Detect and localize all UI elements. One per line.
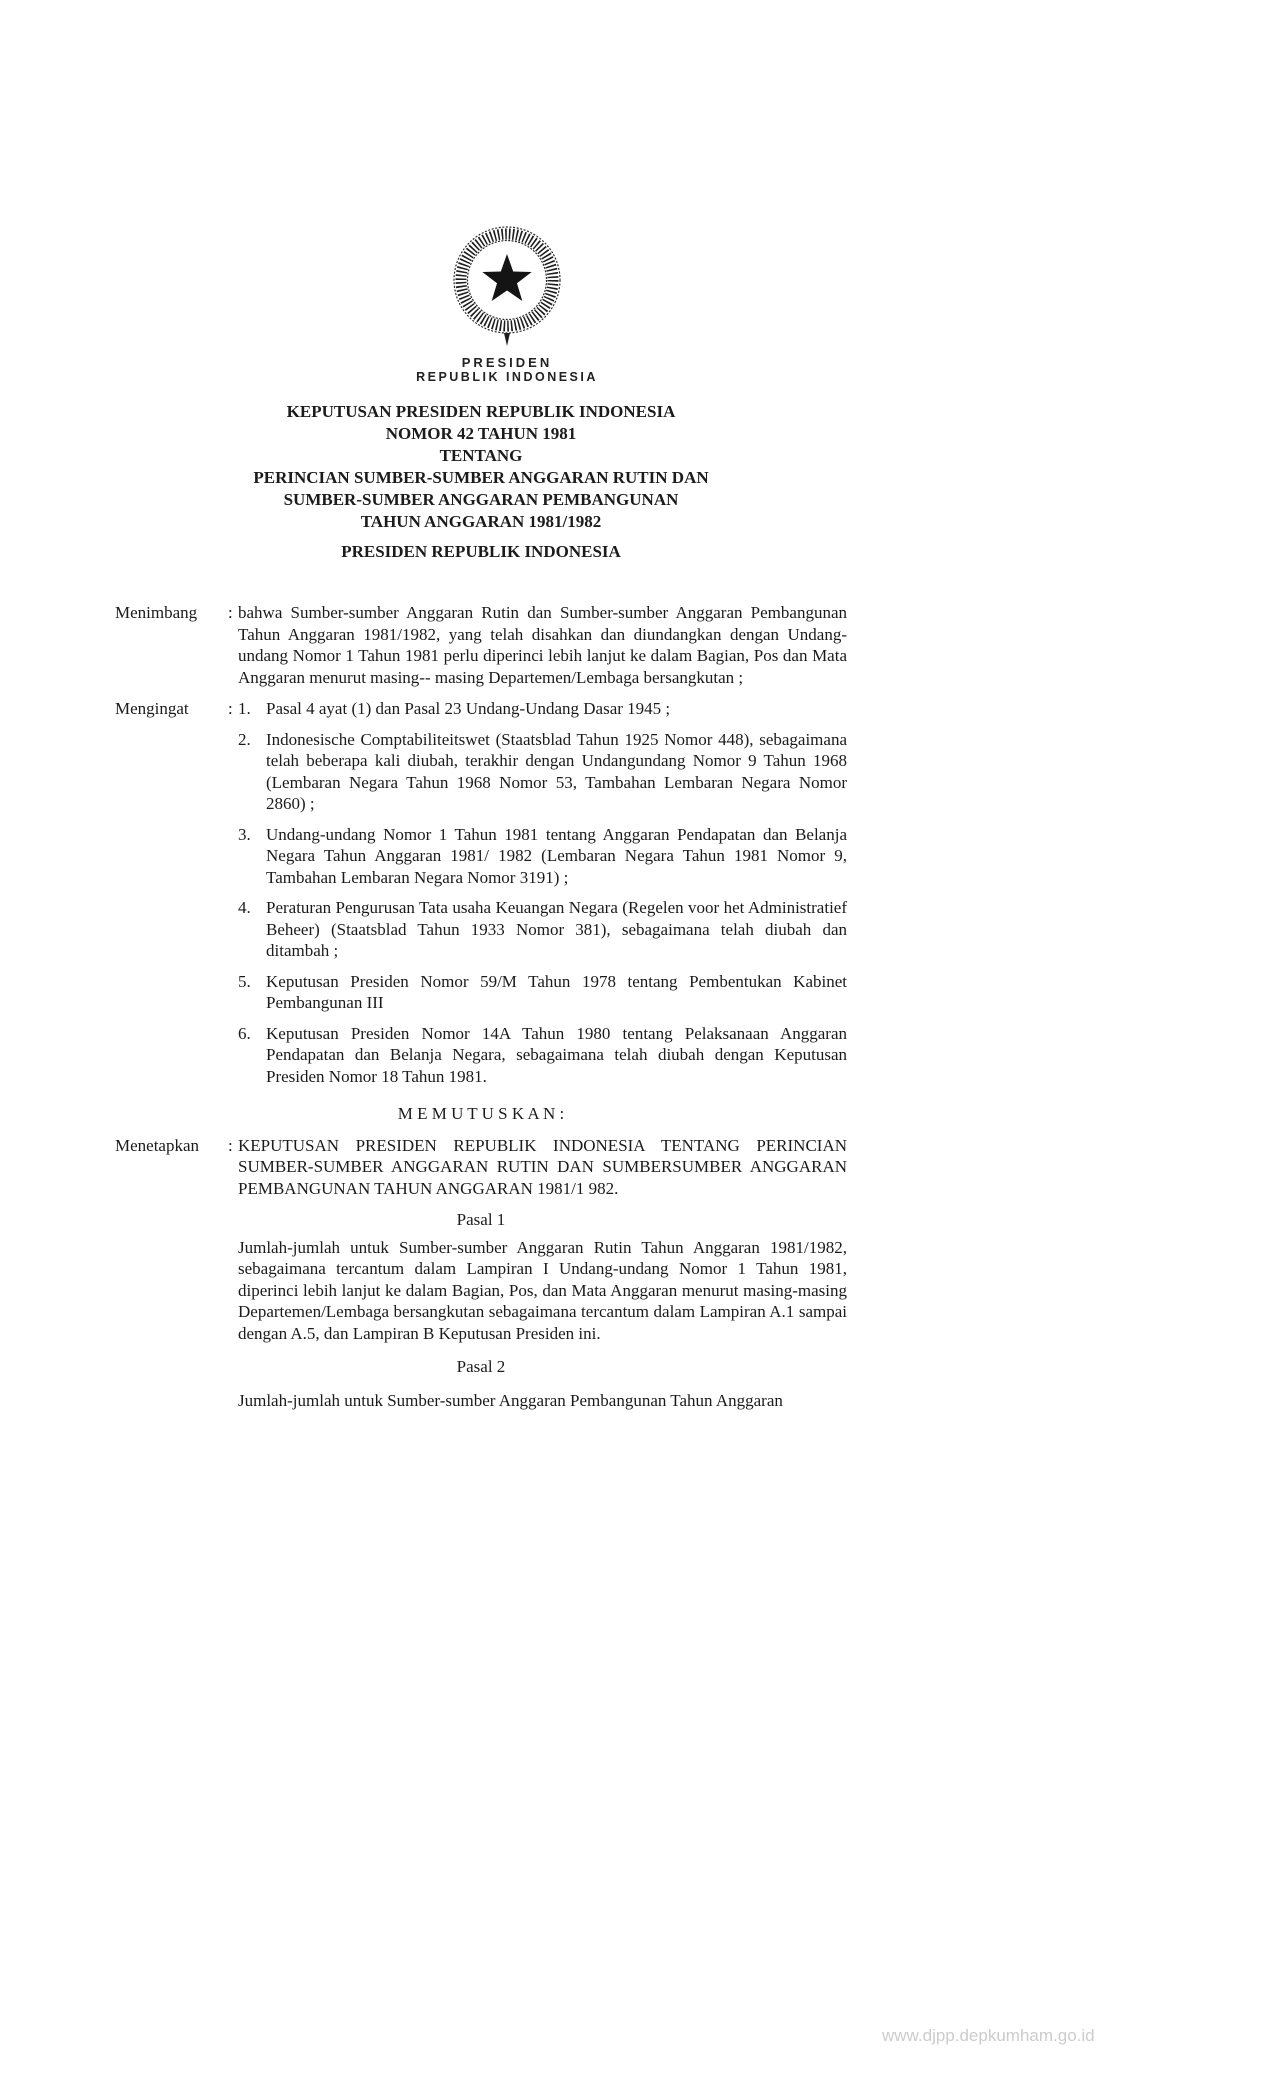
- item-number: 1.: [238, 699, 251, 718]
- memutuskan-heading: M E M U T U S K A N :: [397, 1104, 565, 1123]
- title-line-1: KEPUTUSAN PRESIDEN REPUBLIK INDONESIA: [286, 402, 676, 421]
- list-item: [238, 1023, 847, 1088]
- title-line-4: PERINCIAN SUMBER-SUMBER ANGGARAN RUTIN DAN: [253, 468, 709, 487]
- item-number: 5.: [238, 971, 251, 991]
- item-text: Keputusan Presiden Nomor 59/M Tahun 1978 tentang Pembentukan Kabinet Pembangunan III: [266, 971, 847, 1012]
- emblem-caption-presiden: PRESIDEN: [461, 355, 553, 370]
- subject-heading: PRESIDEN REPUBLIK INDONESIA: [341, 542, 621, 561]
- title-line-2: NOMOR 42 TAHUN 1981: [385, 424, 577, 443]
- menetapkan-colon: :: [228, 1135, 233, 1155]
- list-item: [238, 729, 847, 815]
- document-content: [115, 0, 847, 1411]
- list-item: [238, 824, 847, 889]
- item-number: 2.: [238, 729, 251, 749]
- item-text: Keputusan Presiden Nomor 14A Tahun 1980 tentang Pelaksanaan Anggaran Pendapatan dan Belanja Negara, sebagaimana telah diubah dengan Keputusan Presiden Nomor 18 Tahun 1981.: [266, 1023, 847, 1086]
- item-text: Undang-undang Nomor 1 Tahun 1981 tentang Anggaran Pendapatan dan Belanja Negara Tahun Anggaran 1981/ 1982 (Lembaran Negara Tahun 1981 Nomor 9, Tambahan Lembaran Negara Nomor 3191) ;: [266, 824, 847, 887]
- pasal-1-heading: Pasal 1: [456, 1210, 506, 1229]
- list-item: [238, 698, 847, 720]
- presidential-seal-icon: [447, 220, 567, 352]
- mengingat-label: Mengingat: [115, 699, 189, 718]
- item-number: 4.: [238, 898, 251, 917]
- menimbang-label: Menimbang: [115, 603, 198, 622]
- title-line-5: SUMBER-SUMBER ANGGARAN PEMBANGUNAN: [283, 490, 679, 509]
- menetapkan-section: [115, 1135, 847, 1200]
- emblem-caption-republik: REPUBLIK INDONESIA: [416, 370, 598, 384]
- list-item: [238, 897, 847, 962]
- item-text: Pasal 4 ayat (1) dan Pasal 23 Undang-Undang Dasar 1945 ;: [266, 699, 671, 718]
- menimbang-text: bahwa Sumber-sumber Anggaran Rutin dan Sumber-sumber Anggaran Pembangunan Tahun Anggaran 1981/1982, yang telah disahkan dan diundangkan dengan Undang-undang Nomor 1 Tahun 1981 perlu diperinci lebih lanjut ke dalam Bagian, Pos dan Mata Anggaran menurut masing-- masing Departemen/Lembaga bersangkutan ;: [238, 603, 847, 687]
- item-text: Peraturan Pengurusan Tata usaha Keuangan Negara (Regelen voor het Administratief Beheer) (Staatsblad Tahun 1933 Nomor 381), sebagaimana telah diubah dan ditambah ;: [266, 898, 847, 960]
- pasal-2-text: Jumlah-jumlah untuk Sumber-sumber Anggaran Pembangunan Tahun Anggaran: [238, 1390, 783, 1410]
- document-title: [115, 401, 847, 533]
- list-item: [238, 971, 847, 1014]
- seal-tail: [504, 333, 510, 346]
- star-icon: [482, 254, 531, 301]
- menimbang-colon: :: [228, 603, 233, 622]
- menetapkan-text: KEPUTUSAN PRESIDEN REPUBLIK INDONESIA TENTANG PERINCIAN SUMBER-SUMBER ANGGARAN RUTIN DAN SUMBERSUMBER ANGGARAN PEMBANGUNAN TAHUN ANGGARAN 1981/1 982.: [238, 1135, 847, 1198]
- title-line-6: TAHUN ANGGARAN 1981/1982: [360, 512, 602, 531]
- item-number: 3.: [238, 824, 251, 844]
- menimbang-section: [115, 602, 847, 688]
- mengingat-list: [238, 698, 847, 1087]
- pasal-1-text: Jumlah-jumlah untuk Sumber-sumber Anggaran Rutin Tahun Anggaran 1981/1982, sebagaimana tercantum dalam Lampiran I Undang-undang Nomor 1 Tahun 1981, diperinci lebih lanjut ke dalam Bagian, Pos, dan Mata Anggaran menurut masing-masing Departemen/Lembaga bersangkutan sebagaimana tercantum dalam Lampiran A.1 sampai dengan A.5, dan Lampiran B Keputusan Presiden ini.: [238, 1237, 847, 1343]
- watermark: www.djpp.depkumham.go.id: [882, 2026, 1095, 2045]
- item-number: 6.: [238, 1023, 251, 1043]
- menetapkan-label: Menetapkan: [115, 1135, 200, 1155]
- item-text: Indonesische Comptabiliteitswet (Staatsblad Tahun 1925 Nomor 448), sebagaimana telah beberapa kali diubah, terakhir dengan Undangundang Nomor 9 Tahun 1968 (Lembaran Negara Tahun 1968 Nomor 53, Tambahan Lembaran Negara Nomor 2860) ;: [266, 729, 847, 813]
- mengingat-section: [115, 698, 847, 1087]
- mengingat-colon: :: [228, 699, 233, 718]
- national-emblem: [141, 220, 873, 384]
- title-line-3: TENTANG: [439, 446, 523, 465]
- pasal-2-heading: Pasal 2: [456, 1357, 506, 1376]
